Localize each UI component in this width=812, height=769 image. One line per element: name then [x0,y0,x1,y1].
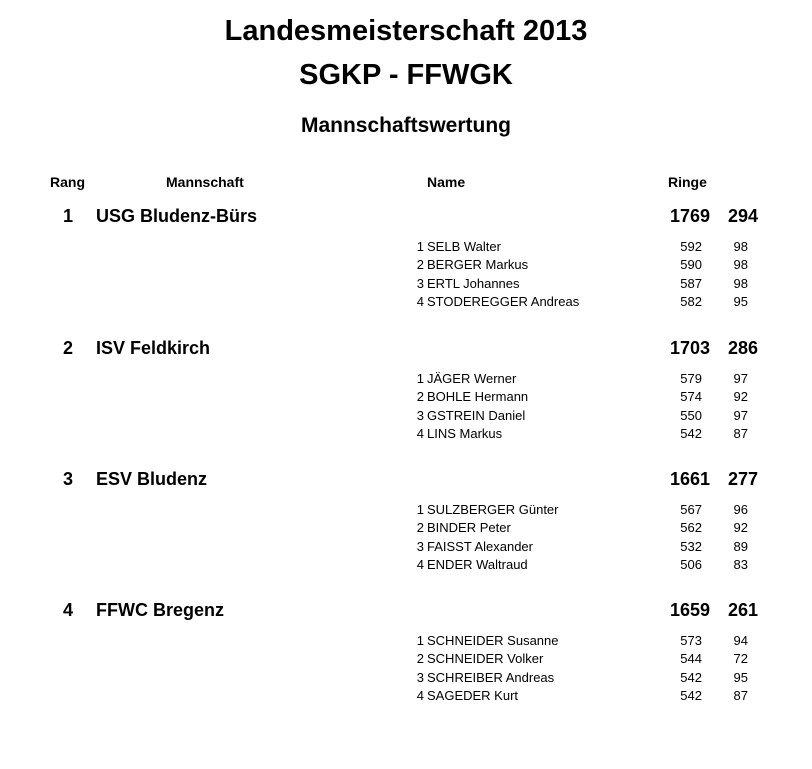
member-name: SCHNEIDER Volker [427,651,544,667]
member-ringe: 562 [680,520,702,536]
member-list [0,501,812,575]
member-number: 4 [416,294,424,310]
member-list [0,370,812,444]
member-inner: 97 [733,371,748,386]
team-inner: 277 [727,469,758,489]
member-row [0,556,812,574]
member-ringe: 567 [680,502,702,517]
member-inner: 95 [733,669,748,685]
member-name: GSTREIN Daniel [427,407,526,423]
member-number: 1 [416,502,424,517]
member-row [0,650,812,668]
member-number: 3 [416,275,424,291]
member-number: 2 [416,257,424,273]
document-title: Landesmeisterschaft 2013 [224,15,588,47]
member-inner: 98 [733,239,748,254]
member-inner: 97 [733,407,748,423]
member-number: 4 [416,688,424,704]
member-name: STODEREGGER Andreas [427,294,580,310]
member-number: 4 [416,426,424,442]
member-number: 3 [416,538,424,554]
member-ringe: 573 [680,633,702,648]
member-name: JÄGER Werner [427,371,517,386]
column-header-mannschaft: Mannschaft [166,174,244,190]
member-ringe: 542 [680,688,702,704]
member-name: SCHREIBER Andreas [427,669,555,685]
member-inner: 87 [733,688,748,704]
member-name: SELB Walter [427,239,501,254]
column-header-ringe: Ringe [668,174,707,190]
team-block [0,598,812,730]
member-row [0,293,812,311]
member-number: 3 [416,407,424,423]
member-row [0,425,812,443]
team-inner: 294 [727,206,758,226]
member-name: BOHLE Hermann [427,389,529,405]
member-list [0,238,812,312]
member-name: LINS Markus [427,426,503,442]
team-row [0,204,812,228]
member-ringe: 506 [680,557,702,573]
member-inner: 96 [733,502,748,517]
team-total: 1659 [669,600,710,620]
member-row [0,238,812,256]
member-inner: 95 [733,294,748,310]
member-row [0,687,812,705]
member-inner: 94 [733,633,748,648]
team-row [0,336,812,360]
member-row [0,519,812,537]
member-number: 1 [416,239,424,254]
member-ringe: 574 [680,389,702,405]
member-row [0,501,812,519]
team-inner: 261 [727,600,758,620]
column-header-name: Name [427,174,466,190]
team-inner: 286 [727,338,758,358]
team-row [0,467,812,491]
member-inner: 89 [733,538,748,554]
member-ringe: 550 [680,407,702,423]
member-name: BERGER Markus [427,257,529,273]
team-row [0,598,812,622]
team-rank: 3 [62,469,73,489]
member-name: ENDER Waltraud [427,557,528,573]
team-block [0,467,812,599]
member-ringe: 542 [680,669,702,685]
team-name: ESV Bludenz [96,469,208,489]
team-block [0,336,812,468]
member-row [0,388,812,406]
member-ringe: 582 [680,294,702,310]
team-rank: 1 [62,206,73,226]
team-total: 1769 [669,206,710,226]
member-inner: 72 [733,651,748,667]
member-name: FAISST Alexander [427,538,533,554]
member-name: SAGEDER Kurt [427,688,519,704]
member-number: 1 [416,371,424,386]
member-number: 2 [416,520,424,536]
member-row [0,275,812,293]
member-name: BINDER Peter [427,520,511,536]
team-name: FFWC Bregenz [96,600,224,620]
document-subtitle-code: SGKP - FFWGK [299,59,513,91]
member-number: 3 [416,669,424,685]
member-ringe: 587 [680,275,702,291]
member-name: SCHNEIDER Susanne [427,633,559,648]
team-name: USG Bludenz-Bürs [96,206,258,226]
member-inner: 87 [733,426,748,442]
member-row [0,538,812,556]
member-ringe: 544 [680,651,702,667]
member-number: 2 [416,651,424,667]
team-total: 1661 [669,469,710,489]
column-header-rang: Rang [50,174,85,190]
member-name: ERTL Johannes [427,275,520,291]
member-row [0,256,812,274]
member-ringe: 579 [680,371,702,386]
team-rank: 4 [62,600,73,620]
member-ringe: 592 [680,239,702,254]
member-row [0,632,812,650]
member-ringe: 590 [680,257,702,273]
member-inner: 92 [733,389,748,405]
team-rank: 2 [62,338,73,358]
member-inner: 92 [733,520,748,536]
member-number: 1 [416,633,424,648]
member-inner: 98 [733,275,748,291]
member-number: 4 [416,557,424,573]
member-inner: 83 [733,557,748,573]
member-ringe: 532 [680,538,702,554]
section-title: Mannschaftswertung [300,114,512,137]
member-row [0,407,812,425]
member-row [0,370,812,388]
team-block [0,204,812,336]
member-ringe: 542 [680,426,702,442]
member-row [0,669,812,687]
member-number: 2 [416,389,424,405]
member-name: SULZBERGER Günter [427,502,559,517]
member-inner: 98 [733,257,748,273]
team-total: 1703 [669,338,710,358]
team-name: ISV Feldkirch [96,338,211,358]
member-list [0,632,812,706]
